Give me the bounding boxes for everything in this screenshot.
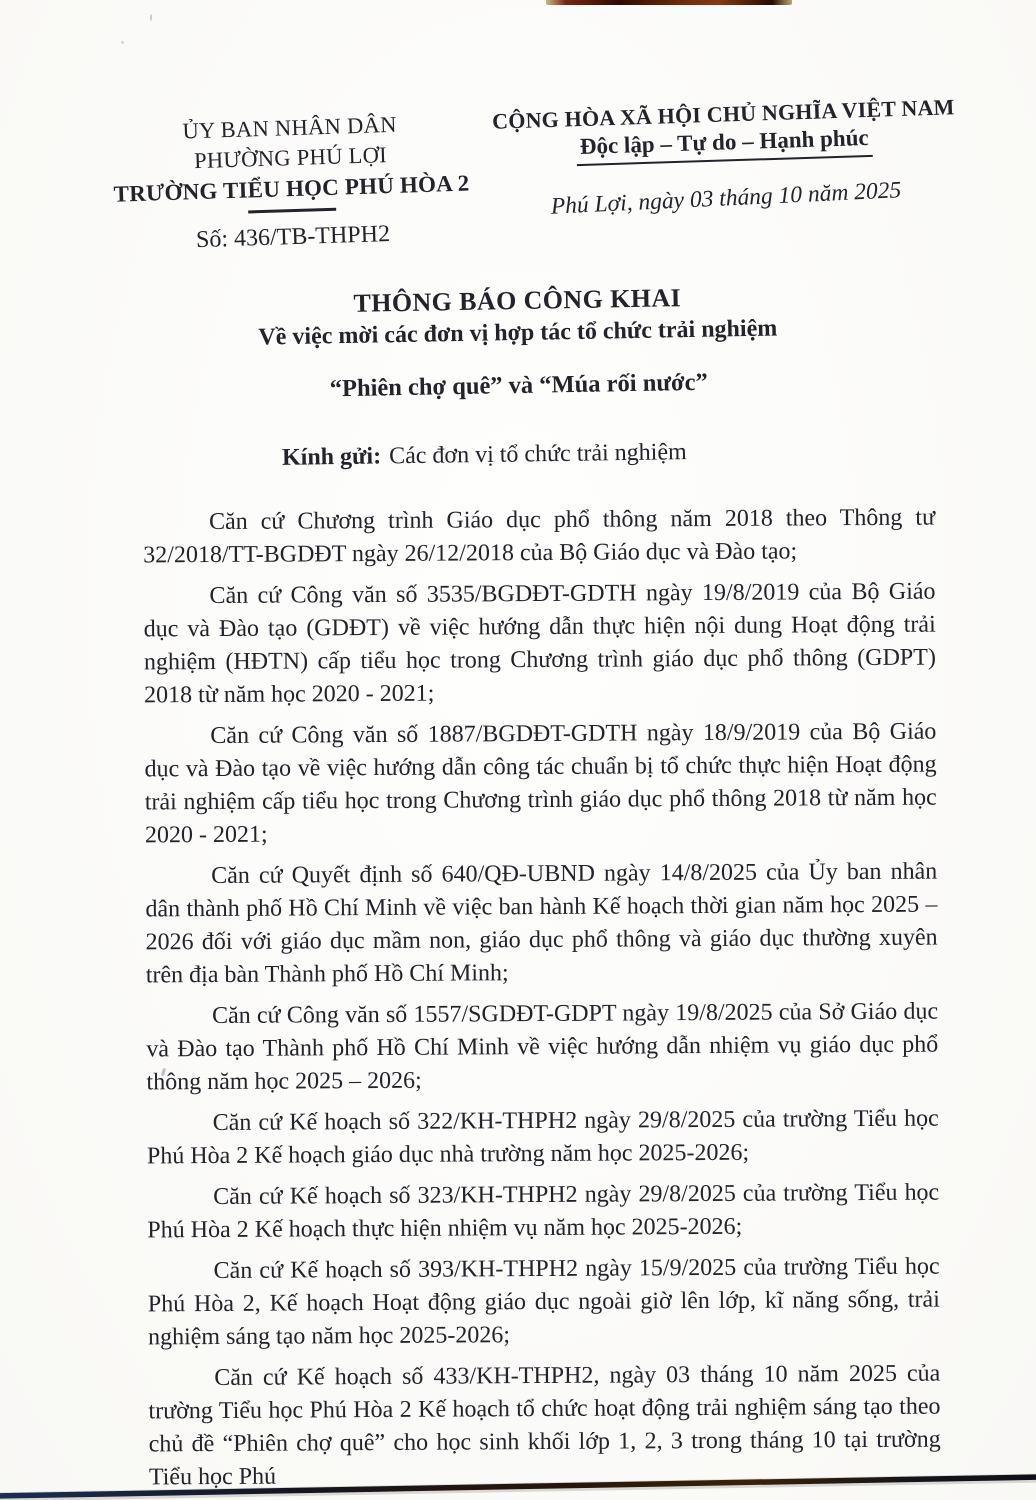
- legal-basis-paragraph: Căn cứ Kế hoạch số 323/KH-THPH2 ngày 29/8/2025 của trường Tiểu học Phú Hòa 2 Kế hoạch thực hiện nhiệm vụ năm học 2025-2026;: [147, 1179, 940, 1244]
- legal-basis-paragraph: Căn cứ Kế hoạch số 393/KH-THPH2 ngày 15/9/2025 của trường Tiểu học Phú Hòa 2, Kế hoạch Hoạt động giáo dục ngoài giờ lên lớp, kĩ năng sống, trải nghiệm sáng tạo năm học 2025-2026;: [147, 1253, 940, 1351]
- legal-basis-paragraph: Căn cứ Chương trình Giáo dục phổ thông năm 2018 theo Thông tư 32/2018/TT-BGDĐT ngày 26/12/2018 của Bộ Giáo dục và Đào tạo;: [143, 504, 936, 569]
- document-title: THÔNG BÁO CÔNG KHAI: [353, 283, 682, 318]
- scan-speck: [150, 14, 152, 21]
- salutation-text: Các đơn vị tổ chức trải nghiệm: [388, 439, 687, 470]
- scan-top-edge-artifact: [546, 0, 792, 5]
- legal-basis-paragraph: Căn cứ Công văn số 1557/SGDĐT-GDPT ngày 19/8/2025 của Sở Giáo dục và Đào tạo Thành phố Hồ Chí Minh về việc hướng dẫn nhiệm vụ giáo dục phổ thông năm học 2025 – 2026;: [146, 998, 939, 1096]
- document-body: [143, 502, 941, 1500]
- legal-basis-paragraph: Căn cứ Kế hoạch số 433/KH-THPH2, ngày 03 tháng 10 năm 2025 của trường Tiểu học Phú Hòa 2 Kế hoạch tổ chức hoạt động trải nghiệm sáng tạo theo chủ đề “Phiên chợ quê” cho học sinh khối lớp 1, 2, 3 trong tháng 10 tại trường Tiểu học Phú: [148, 1360, 941, 1491]
- national-motto-block: [487, 92, 962, 220]
- scan-bottom-edge-artifact: [0, 1458, 1036, 1500]
- place-date-line: Phú Lợi, ngày 03 tháng 10 năm 2025: [550, 177, 902, 220]
- document-number: Số: 436/TB-THPH2: [195, 221, 391, 254]
- issuing-authority-block: [89, 107, 493, 257]
- national-title: CỘNG HÒA XÃ HỘI CHỦ NGHĨA VIỆT NAM: [491, 94, 955, 134]
- salutation-line: [282, 439, 687, 472]
- national-motto: Độc lập – Tự do – Hạnh phúc: [576, 125, 874, 166]
- authority-line1: ỦY BAN NHÂN DÂN: [182, 111, 398, 144]
- scan-speck: [121, 41, 124, 44]
- authority-line2: PHƯỜNG PHÚ LỢI: [193, 142, 388, 174]
- school-name: TRƯỜNG TIỂU HỌC PHÚ HÒA 2: [113, 170, 470, 207]
- document-subtitle: Về việc mời các đơn vị hợp tác tổ chức trải nghiệm: [258, 315, 778, 351]
- document-subject-quote: “Phiên chợ quê” và “Múa rối nước”: [329, 368, 708, 403]
- salutation-label: Kính gửi:: [281, 443, 382, 471]
- legal-basis-paragraph: Căn cứ Công văn số 3535/BGDĐT-GDTH ngày 19/8/2019 của Bộ Giáo dục và Đào tạo (GDĐT) về việc hướng dẫn thực hiện nội dung Hoạt động trải nghiệm (HĐTN) cấp tiểu học trong Chương trình giáo dục phổ thông (GDPT) 2018 từ năm học 2020 - 2021;: [143, 578, 936, 709]
- legal-basis-paragraph: Căn cứ Kế hoạch số 322/KH-THPH2 ngày 29/8/2025 của trường Tiểu học Phú Hòa 2 Kế hoạch giáo dục nhà trường năm học 2025-2026;: [146, 1105, 939, 1170]
- legal-basis-paragraph: Căn cứ Công văn số 1887/BGDĐT-GDTH ngày 18/9/2019 của Bộ Giáo dục và Đào tạo về việc hướng dẫn công tác chuẩn bị tổ chức thực hiện Hoạt động trải nghiệm cấp tiểu học trong Chương trình giáo dục phổ thông 2018 từ năm học 2020 - 2021;: [144, 718, 937, 849]
- header-rule: [248, 208, 336, 214]
- legal-basis-paragraph: Căn cứ Quyết định số 640/QĐ-UBND ngày 14/8/2025 của Ủy ban nhân dân thành phố Hồ Chí Minh về việc ban hành Kế hoạch thời gian năm học 2025 – 2026 đối với giáo dục mầm non, giáo dục phổ thông và giáo dục thường xuyên trên địa bàn Thành phố Hồ Chí Minh;: [145, 858, 938, 989]
- document-title-block: [0, 277, 1036, 409]
